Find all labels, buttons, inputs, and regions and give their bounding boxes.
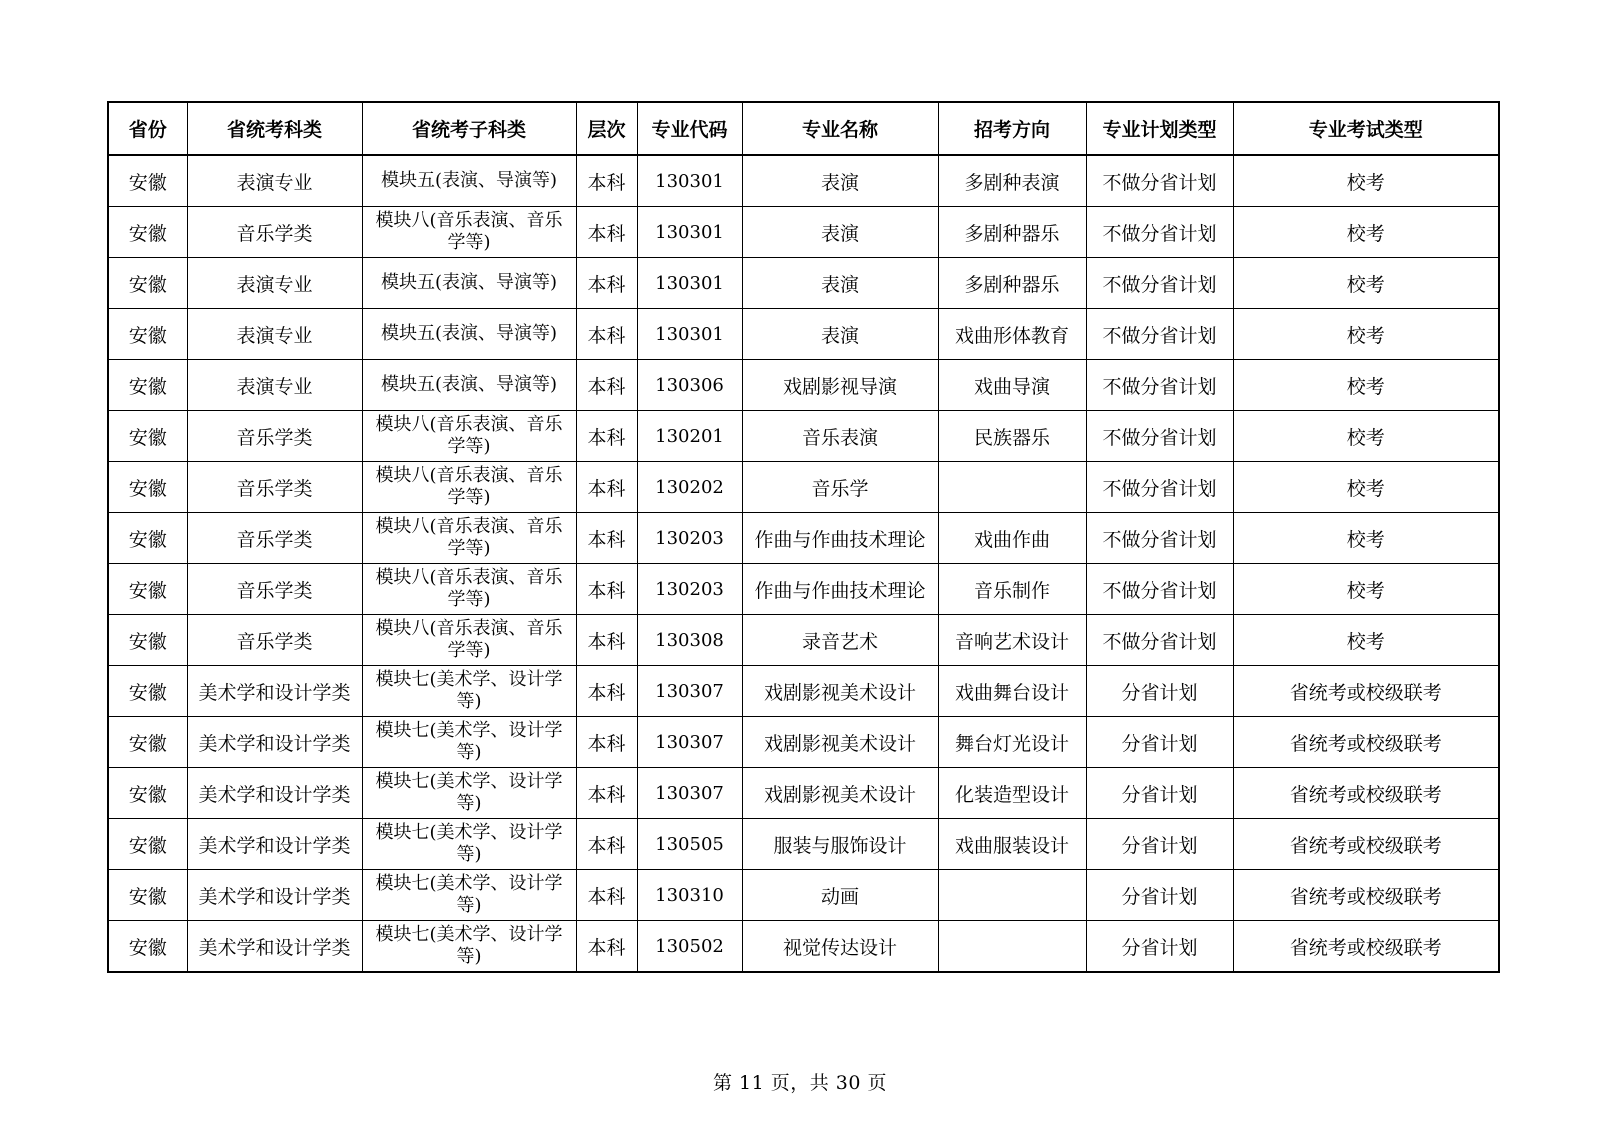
cell-province: 安徽 [108,615,187,666]
cell-exam-category: 美术学和设计学类 [187,768,362,819]
cell-province: 安徽 [108,360,187,411]
cell-exam-subcategory: 模块七(美术学、设计学等) [362,921,576,973]
cell-direction: 戏曲作曲 [938,513,1086,564]
cell-major-name: 表演 [742,258,938,309]
cell-test-type: 校考 [1233,411,1499,462]
cell-exam-subcategory: 模块五(表演、导演等) [362,258,576,309]
cell-exam-subcategory: 模块八(音乐表演、音乐学等) [362,513,576,564]
cell-exam-category: 音乐学类 [187,207,362,258]
cell-exam-category: 表演专业 [187,258,362,309]
cell-test-type: 校考 [1233,462,1499,513]
cell-test-type: 校考 [1233,207,1499,258]
cell-plan-type: 不做分省计划 [1086,207,1233,258]
cell-test-type: 校考 [1233,155,1499,207]
cell-plan-type: 不做分省计划 [1086,155,1233,207]
cell-exam-category: 美术学和设计学类 [187,870,362,921]
cell-major-name: 视觉传达设计 [742,921,938,973]
table-row [108,462,1499,513]
cell-province: 安徽 [108,870,187,921]
cell-test-type: 省统考或校级联考 [1233,870,1499,921]
table-row [108,921,1499,973]
cell-plan-type: 分省计划 [1086,768,1233,819]
cell-plan-type: 分省计划 [1086,717,1233,768]
cell-test-type: 校考 [1233,564,1499,615]
cell-exam-subcategory: 模块七(美术学、设计学等) [362,819,576,870]
cell-exam-category: 表演专业 [187,155,362,207]
cell-major-code: 130307 [637,717,742,768]
cell-major-name: 作曲与作曲技术理论 [742,564,938,615]
cell-exam-subcategory: 模块七(美术学、设计学等) [362,870,576,921]
cell-level: 本科 [576,513,637,564]
cell-test-type: 省统考或校级联考 [1233,921,1499,973]
cell-major-name: 戏剧影视导演 [742,360,938,411]
header-direction: 招考方向 [938,102,1086,155]
cell-plan-type: 不做分省计划 [1086,258,1233,309]
cell-exam-category: 美术学和设计学类 [187,921,362,973]
cell-plan-type: 不做分省计划 [1086,513,1233,564]
header-province: 省份 [108,102,187,155]
cell-level: 本科 [576,768,637,819]
cell-major-name: 戏剧影视美术设计 [742,717,938,768]
table-row [108,258,1499,309]
cell-direction: 音乐制作 [938,564,1086,615]
cell-direction [938,462,1086,513]
cell-major-name: 表演 [742,155,938,207]
cell-exam-category: 美术学和设计学类 [187,819,362,870]
cell-exam-subcategory: 模块五(表演、导演等) [362,155,576,207]
cell-exam-category: 音乐学类 [187,462,362,513]
cell-major-name: 作曲与作曲技术理论 [742,513,938,564]
cell-province: 安徽 [108,207,187,258]
cell-direction: 戏曲形体教育 [938,309,1086,360]
cell-direction: 戏曲导演 [938,360,1086,411]
cell-major-name: 戏剧影视美术设计 [742,666,938,717]
cell-province: 安徽 [108,717,187,768]
cell-major-name: 戏剧影视美术设计 [742,768,938,819]
cell-major-code: 130308 [637,615,742,666]
cell-province: 安徽 [108,819,187,870]
cell-test-type: 校考 [1233,615,1499,666]
cell-major-code: 130301 [637,258,742,309]
cell-plan-type: 分省计划 [1086,819,1233,870]
cell-level: 本科 [576,309,637,360]
cell-major-name: 表演 [742,207,938,258]
cell-level: 本科 [576,870,637,921]
cell-major-code: 130505 [637,819,742,870]
cell-level: 本科 [576,411,637,462]
cell-major-name: 音乐学 [742,462,938,513]
cell-exam-subcategory: 模块八(音乐表演、音乐学等) [362,462,576,513]
cell-exam-category: 表演专业 [187,309,362,360]
cell-test-type: 校考 [1233,258,1499,309]
cell-province: 安徽 [108,411,187,462]
cell-level: 本科 [576,564,637,615]
cell-province: 安徽 [108,155,187,207]
header-level: 层次 [576,102,637,155]
cell-exam-category: 音乐学类 [187,513,362,564]
header-test-type: 专业考试类型 [1233,102,1499,155]
cell-exam-category: 音乐学类 [187,411,362,462]
cell-exam-category: 音乐学类 [187,564,362,615]
cell-exam-category: 音乐学类 [187,615,362,666]
table-row [108,360,1499,411]
cell-direction: 民族器乐 [938,411,1086,462]
cell-exam-subcategory: 模块五(表演、导演等) [362,309,576,360]
cell-major-code: 130502 [637,921,742,973]
header-exam-category: 省统考科类 [187,102,362,155]
table-row [108,768,1499,819]
cell-plan-type: 分省计划 [1086,666,1233,717]
cell-exam-subcategory: 模块八(音乐表演、音乐学等) [362,411,576,462]
cell-province: 安徽 [108,309,187,360]
cell-exam-category: 美术学和设计学类 [187,666,362,717]
header-major-name: 专业名称 [742,102,938,155]
cell-exam-subcategory: 模块八(音乐表演、音乐学等) [362,615,576,666]
cell-level: 本科 [576,207,637,258]
cell-province: 安徽 [108,258,187,309]
cell-direction: 化装造型设计 [938,768,1086,819]
cell-level: 本科 [576,819,637,870]
cell-level: 本科 [576,666,637,717]
admissions-table-container [107,101,1498,973]
cell-plan-type: 不做分省计划 [1086,411,1233,462]
cell-exam-subcategory: 模块七(美术学、设计学等) [362,666,576,717]
cell-exam-subcategory: 模块五(表演、导演等) [362,360,576,411]
cell-direction: 多剧种器乐 [938,207,1086,258]
cell-province: 安徽 [108,768,187,819]
cell-level: 本科 [576,360,637,411]
cell-level: 本科 [576,462,637,513]
cell-test-type: 省统考或校级联考 [1233,819,1499,870]
cell-exam-category: 表演专业 [187,360,362,411]
cell-direction: 戏曲服装设计 [938,819,1086,870]
cell-direction: 多剧种器乐 [938,258,1086,309]
table-row [108,513,1499,564]
header-major-code: 专业代码 [637,102,742,155]
cell-plan-type: 不做分省计划 [1086,462,1233,513]
cell-level: 本科 [576,717,637,768]
cell-test-type: 校考 [1233,513,1499,564]
cell-test-type: 省统考或校级联考 [1233,717,1499,768]
cell-province: 安徽 [108,513,187,564]
cell-direction [938,921,1086,973]
cell-exam-subcategory: 模块七(美术学、设计学等) [362,768,576,819]
table-row [108,155,1499,207]
cell-test-type: 校考 [1233,309,1499,360]
cell-major-name: 表演 [742,309,938,360]
cell-province: 安徽 [108,462,187,513]
cell-exam-category: 美术学和设计学类 [187,717,362,768]
cell-direction: 舞台灯光设计 [938,717,1086,768]
cell-plan-type: 不做分省计划 [1086,564,1233,615]
cell-direction: 多剧种表演 [938,155,1086,207]
cell-exam-subcategory: 模块八(音乐表演、音乐学等) [362,207,576,258]
cell-level: 本科 [576,258,637,309]
cell-level: 本科 [576,921,637,973]
cell-province: 安徽 [108,921,187,973]
cell-major-name: 录音艺术 [742,615,938,666]
cell-test-type: 省统考或校级联考 [1233,666,1499,717]
cell-level: 本科 [576,615,637,666]
table-row [108,207,1499,258]
cell-major-code: 130306 [637,360,742,411]
cell-plan-type: 不做分省计划 [1086,615,1233,666]
header-exam-subcategory: 省统考子科类 [362,102,576,155]
admissions-table [107,101,1500,973]
cell-direction: 戏曲舞台设计 [938,666,1086,717]
cell-province: 安徽 [108,666,187,717]
cell-plan-type: 不做分省计划 [1086,360,1233,411]
table-row [108,615,1499,666]
cell-plan-type: 不做分省计划 [1086,309,1233,360]
cell-direction [938,870,1086,921]
cell-level: 本科 [576,155,637,207]
cell-test-type: 省统考或校级联考 [1233,768,1499,819]
cell-major-code: 130301 [637,155,742,207]
table-row [108,870,1499,921]
cell-plan-type: 分省计划 [1086,870,1233,921]
cell-major-code: 130203 [637,564,742,615]
cell-major-code: 130201 [637,411,742,462]
cell-major-code: 130310 [637,870,742,921]
cell-major-code: 130203 [637,513,742,564]
cell-test-type: 校考 [1233,360,1499,411]
cell-major-name: 服装与服饰设计 [742,819,938,870]
cell-province: 安徽 [108,564,187,615]
cell-major-name: 动画 [742,870,938,921]
cell-plan-type: 分省计划 [1086,921,1233,973]
table-row [108,666,1499,717]
table-row [108,411,1499,462]
table-header-row [108,102,1499,155]
table-row [108,819,1499,870]
cell-major-code: 130202 [637,462,742,513]
cell-major-code: 130301 [637,207,742,258]
cell-exam-subcategory: 模块八(音乐表演、音乐学等) [362,564,576,615]
cell-major-code: 130307 [637,768,742,819]
table-body [108,155,1499,972]
cell-major-name: 音乐表演 [742,411,938,462]
page-footer: 第 11 页，共 30 页 [712,1072,887,1094]
cell-major-code: 130301 [637,309,742,360]
cell-direction: 音响艺术设计 [938,615,1086,666]
table-row [108,717,1499,768]
cell-exam-subcategory: 模块七(美术学、设计学等) [362,717,576,768]
cell-major-code: 130307 [637,666,742,717]
table-row [108,564,1499,615]
table-row [108,309,1499,360]
header-plan-type: 专业计划类型 [1086,102,1233,155]
